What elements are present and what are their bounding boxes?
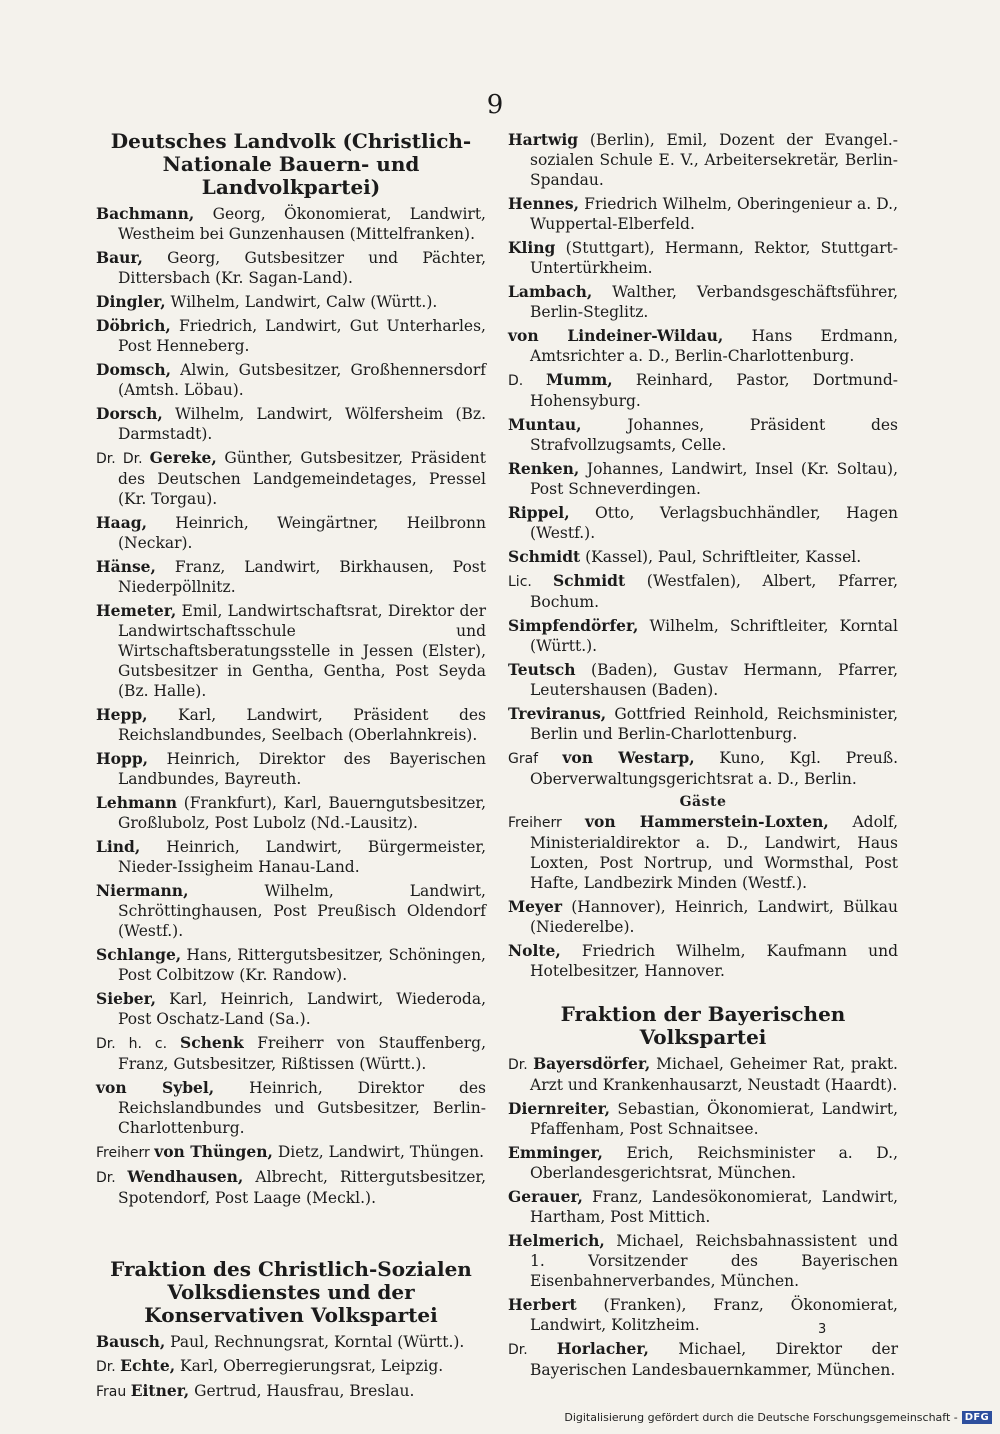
member-name: Renken, <box>508 459 580 478</box>
member-entry <box>508 1231 898 1291</box>
member-details: Michael, Direktor der Bayerischen Landesbauernkammer, München. <box>530 1340 899 1379</box>
member-name: Lind, <box>96 837 141 856</box>
member-details: Karl, Heinrich, Landwirt, Wiederoda, Post Oschatz-Land (Sa.). <box>118 990 486 1028</box>
member-details: Hans Erdmann, Amtsrichter a. D., Berlin-Charlottenburg. <box>530 327 899 365</box>
footer-text: Digitalisierung gefördert durch die Deutsche Forschungsgemeinschaft - <box>564 1411 958 1424</box>
member-entry <box>508 941 898 981</box>
member-name: Sieber, <box>96 989 157 1008</box>
member-entry <box>96 360 486 400</box>
member-entry <box>96 292 486 312</box>
entry-list <box>96 1332 486 1402</box>
member-name: Haag, <box>96 513 147 532</box>
member-details: (Hannover), Heinrich, Landwirt, Bülkau (Niederelbe). <box>530 898 898 936</box>
member-entry <box>508 1187 898 1227</box>
member-name: Teutsch <box>508 660 576 679</box>
member-details: Günther, Gutsbesitzer, Präsident des Deutschen Landgemeindetages, Pressel (Kr. Torgau). <box>118 449 486 508</box>
member-details: Friedrich, Landwirt, Gut Unterharles, Post Henneberg. <box>118 317 486 355</box>
member-details: Friedrich Wilhelm, Kaufmann und Hotelbesitzer, Hannover. <box>530 942 898 980</box>
member-entry <box>96 513 486 553</box>
member-details: Emil, Landwirtschaftsrat, Direktor der Landwirtschaftsschule und Wirtschaftsberatungsstelle in Jessen (Elster), Gutsbesitzer in Gentha, Gentha, Post Seyda (Bz. Halle). <box>118 602 486 700</box>
member-name: Hartwig <box>508 130 579 149</box>
member-details: Sebastian, Ökonomierat, Landwirt, Pfaffenham, Post Schnaitsee. <box>530 1100 898 1138</box>
member-entry <box>508 194 898 234</box>
dfg-logo: DFG <box>962 1411 992 1424</box>
entry-prefix: Dr. <box>508 1342 557 1358</box>
member-name: Baur, <box>96 248 143 267</box>
member-details: (Stuttgart), Hermann, Rektor, Stuttgart-Untertürkheim. <box>530 239 898 277</box>
member-entry <box>508 660 898 700</box>
member-name: von Westarp, <box>562 748 695 767</box>
member-details: Albrecht, Rittergutsbesitzer, Spotendorf, Post Laage (Meckl.). <box>118 1168 487 1207</box>
member-details: Alwin, Gutsbesitzer, Großhennersdorf (Amtsh. Löbau). <box>118 361 486 399</box>
member-details: (Franken), Franz, Ökonomierat, Landwirt, Kolitzheim. <box>530 1296 898 1334</box>
member-details: Walther, Verbandsgeschäftsführer, Berlin-Steglitz. <box>530 283 898 321</box>
member-entry <box>508 1099 898 1139</box>
member-details: (Berlin), Emil, Dozent der Evangel.-sozialen Schule E. V., Arbeitersekretär, Berlin-Spandau. <box>530 131 898 189</box>
member-name: Simpfendörfer, <box>508 616 639 635</box>
member-name: Schmidt <box>508 547 581 566</box>
member-details: Johannes, Präsident des Strafvollzugsamts, Celle. <box>530 416 898 454</box>
member-entry <box>508 282 898 322</box>
member-name: Herbert <box>508 1295 577 1314</box>
member-name: Hennes, <box>508 194 580 213</box>
member-entry <box>508 238 898 278</box>
section-title: Fraktion der Bayerischen Volkspartei <box>560 1002 846 1049</box>
member-name: Muntau, <box>508 415 582 434</box>
member-name: von Sybel, <box>96 1078 215 1097</box>
member-name: von Lindeiner-Wildau, <box>508 326 724 345</box>
entry-list <box>96 204 486 1208</box>
entry-prefix: Dr. <box>96 1359 121 1375</box>
member-name: Lehmann <box>96 793 178 812</box>
member-details: Wilhelm, Landwirt, Wölfersheim (Bz. Darmstadt). <box>118 405 486 443</box>
member-details: Hans, Rittergutsbesitzer, Schöningen, Post Colbitzow (Kr. Randow). <box>118 946 486 984</box>
member-name: Bausch, <box>96 1332 166 1351</box>
member-entry <box>96 204 486 244</box>
member-details: (Baden), Gustav Hermann, Pfarrer, Leutershausen (Baden). <box>530 661 898 699</box>
member-name: Nolte, <box>508 941 561 960</box>
member-details: Gertrud, Hausfrau, Breslau. <box>189 1382 415 1400</box>
member-entry <box>96 881 486 941</box>
member-name: Treviranus, <box>508 704 607 723</box>
member-entry <box>96 1356 486 1377</box>
footer <box>564 1411 992 1424</box>
member-name: Gereke, <box>149 448 217 467</box>
member-entry <box>508 616 898 656</box>
member-details: Wilhelm, Landwirt, Schröttinghausen, Post Preußisch Oldendorf (Westf.). <box>118 882 486 940</box>
member-entry <box>508 459 898 499</box>
member-name: Diernreiter, <box>508 1099 610 1118</box>
member-details: Michael, Reichsbahnassistent und 1. Vorsitzender des Bayerischen Eisenbahnerverbandes, München. <box>530 1232 898 1290</box>
member-name: Hopp, <box>96 749 149 768</box>
member-entry <box>508 1295 898 1335</box>
member-entry <box>96 837 486 877</box>
left-column <box>96 130 486 1406</box>
member-details: Karl, Landwirt, Präsident des Reichslandbundes, Seelbach (Oberlahnkreis). <box>118 706 486 744</box>
member-entry <box>508 748 898 789</box>
member-entry <box>96 1381 486 1402</box>
entry-prefix: Freiherr <box>508 815 585 831</box>
member-name: Helmerich, <box>508 1231 605 1250</box>
member-details: Heinrich, Weingärtner, Heilbronn (Neckar). <box>118 514 486 552</box>
section-title: Fraktion des Christlich-Sozialen Volksdienstes und der Konservativen Volkspartei <box>110 1257 472 1327</box>
member-details: Heinrich, Landwirt, Bürgermeister, Nieder-Issigheim Hanau-Land. <box>118 838 486 876</box>
member-name: Echte, <box>120 1356 176 1375</box>
member-entry <box>96 793 486 833</box>
member-name: Eitner, <box>130 1381 190 1400</box>
member-name: Hemeter, <box>96 601 177 620</box>
member-name: Dingler, <box>96 292 166 311</box>
entry-prefix: Dr. <box>508 1057 534 1073</box>
right-column <box>508 130 898 1384</box>
member-name: Mumm, <box>546 370 613 389</box>
member-details: Friedrich Wilhelm, Oberingenieur a. D., Wuppertal-Elberfeld. <box>530 195 898 233</box>
member-entry <box>508 704 898 744</box>
member-details: Freiherr von Stauffenberg, Franz, Gutsbesitzer, Rißtissen (Württ.). <box>118 1034 486 1073</box>
entry-prefix: Freiherr <box>96 1145 155 1161</box>
member-details: Franz, Landwirt, Birkhausen, Post Niederpöllnitz. <box>118 558 486 596</box>
member-details: Gottfried Reinhold, Reichsminister, Berlin und Berlin-Charlottenburg. <box>530 705 898 743</box>
signature-mark: 3 <box>818 1322 827 1337</box>
member-name: Wendhausen, <box>127 1167 244 1186</box>
member-entry <box>508 415 898 455</box>
member-name: Hänse, <box>96 557 156 576</box>
member-entry <box>508 1143 898 1183</box>
member-entry <box>96 1033 486 1074</box>
member-entry <box>508 503 898 543</box>
member-details: Dietz, Landwirt, Thüngen. <box>272 1143 485 1161</box>
member-details: Erich, Reichsminister a. D., Oberlandesgerichtsrat, München. <box>530 1144 898 1182</box>
member-entry <box>96 1078 486 1138</box>
entry-prefix: Frau <box>96 1384 131 1400</box>
member-entry <box>96 945 486 985</box>
member-entry <box>96 705 486 745</box>
member-entry <box>96 557 486 597</box>
entry-prefix: D. <box>508 373 547 389</box>
member-entry <box>508 897 898 937</box>
member-entry <box>96 1142 486 1163</box>
member-name: Lambach, <box>508 282 593 301</box>
entry-list <box>508 130 898 789</box>
member-name: Niermann, <box>96 881 189 900</box>
entry-prefix: Dr. Dr. <box>96 451 150 467</box>
member-name: Bayersdörfer, <box>533 1054 651 1073</box>
member-name: Schlange, <box>96 945 182 964</box>
member-details: Michael, Geheimer Rat, prakt. Arzt und Krankenhausarzt, Neustadt (Haardt). <box>530 1055 898 1094</box>
member-entry <box>508 571 898 612</box>
member-entry <box>96 448 486 509</box>
member-entry <box>96 316 486 356</box>
member-name: Domsch, <box>96 360 172 379</box>
member-name: Emminger, <box>508 1143 603 1162</box>
guest-list <box>508 812 898 981</box>
member-details: Otto, Verlagsbuchhändler, Hagen (Westf.). <box>530 504 898 542</box>
page-number: 9 <box>486 90 504 120</box>
member-details: Adolf, Ministerialdirektor a. D., Landwirt, Haus Loxten, Post Nortrup, und Wormsthal, Post Hafte, Landbezirk Minden (Westf.). <box>530 813 899 892</box>
entry-list <box>508 1054 898 1380</box>
member-name: Hepp, <box>96 705 148 724</box>
member-details: Georg, Ökonomierat, Landwirt, Westheim bei Gunzenhausen (Mittelfranken). <box>118 205 486 243</box>
member-entry <box>508 812 898 893</box>
member-details: Kuno, Kgl. Preuß. Oberverwaltungsgerichtsrat a. D., Berlin. <box>530 749 899 788</box>
member-entry <box>96 1167 486 1208</box>
member-entry <box>508 547 898 567</box>
entry-prefix: Dr. <box>96 1170 128 1186</box>
member-entry <box>508 1339 898 1380</box>
member-details: (Kassel), Paul, Schriftleiter, Kassel. <box>580 548 862 566</box>
member-details: (Frankfurt), Karl, Bauerngutsbesitzer, Großlubolz, Post Lubolz (Nd.-Lausitz). <box>118 794 486 832</box>
entry-prefix: Lic. <box>508 574 553 590</box>
member-details: Franz, Landesökonomierat, Landwirt, Hartham, Post Mittich. <box>530 1188 898 1226</box>
member-entry <box>96 1332 486 1352</box>
entry-prefix: Graf <box>508 751 563 767</box>
member-details: Karl, Oberregierungsrat, Leipzig. <box>175 1357 444 1375</box>
member-details: Johannes, Landwirt, Insel (Kr. Soltau), Post Schneverdingen. <box>530 460 898 498</box>
member-name: von Hammerstein-Loxten, <box>584 812 829 831</box>
member-name: Bachmann, <box>96 204 195 223</box>
member-details: Heinrich, Direktor des Bayerischen Landbundes, Bayreuth. <box>118 750 486 788</box>
member-entry <box>96 601 486 701</box>
member-name: Schmidt <box>552 571 626 590</box>
member-details: (Westfalen), Albert, Pfarrer, Bochum. <box>530 572 898 611</box>
member-name: Meyer <box>508 897 563 916</box>
member-details: Wilhelm, Landwirt, Calw (Württ.). <box>165 293 438 311</box>
member-name: von Thüngen, <box>154 1142 273 1161</box>
member-details: Heinrich, Direktor des Reichslandbundes und Gutsbesitzer, Berlin-Charlottenburg. <box>118 1079 487 1137</box>
member-entry <box>96 989 486 1029</box>
member-name: Kling <box>508 238 556 257</box>
member-entry <box>508 1054 898 1095</box>
member-entry <box>96 248 486 288</box>
member-name: Schenk <box>180 1033 244 1052</box>
member-entry <box>508 326 898 366</box>
member-name: Horlacher, <box>556 1339 649 1358</box>
member-name: Gerauer, <box>508 1187 583 1206</box>
member-name: Rippel, <box>508 503 570 522</box>
member-name: Dorsch, <box>96 404 163 423</box>
member-entry <box>96 404 486 444</box>
entry-prefix: Dr. h. c. <box>96 1036 181 1052</box>
section-title: Deutsches Landvolk (Christlich-Nationale Bauern- und Landvolkpartei) <box>110 129 472 199</box>
member-details: Georg, Gutsbesitzer und Pächter, Dittersbach (Kr. Sagan-Land). <box>118 249 486 287</box>
member-entry <box>508 370 898 411</box>
member-details: Wilhelm, Schriftleiter, Korntal (Württ.). <box>530 617 898 655</box>
member-details: Paul, Rechnungsrat, Korntal (Württ.). <box>165 1333 465 1351</box>
member-name: Döbrich, <box>96 316 171 335</box>
member-entry <box>508 130 898 190</box>
member-details: Reinhard, Pastor, Dortmund-Hohensyburg. <box>530 371 899 410</box>
guests-heading: Gäste <box>679 794 727 810</box>
member-entry <box>96 749 486 789</box>
